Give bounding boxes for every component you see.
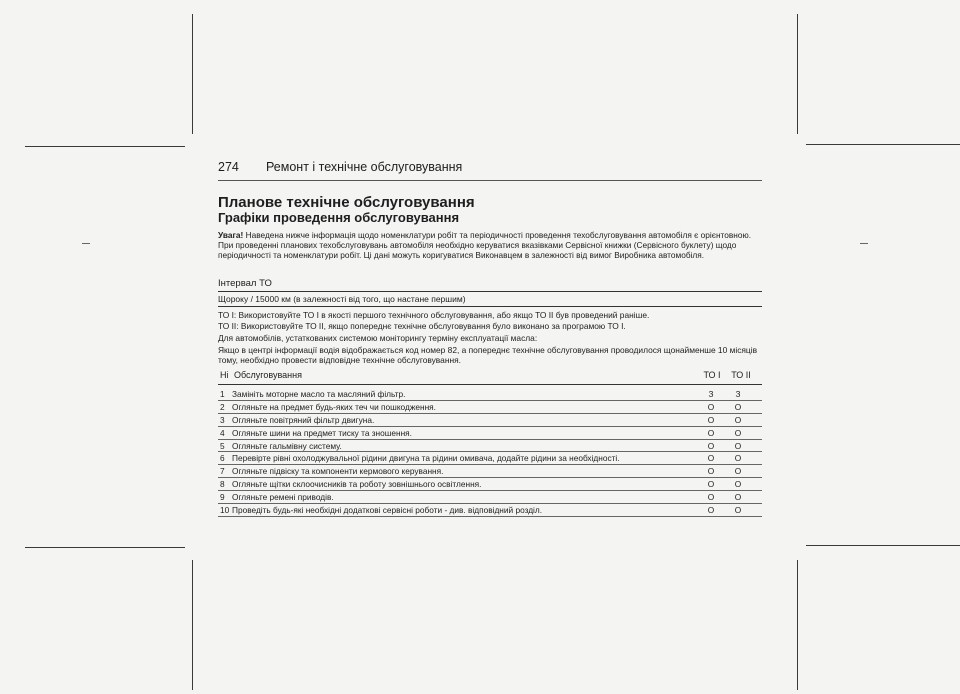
- row-number: 5: [220, 440, 225, 451]
- crop-mark-left-vertical-bottom: [192, 560, 193, 690]
- row-number: 6: [220, 453, 225, 464]
- row-task: Огляньте ремені приводів.: [232, 492, 334, 503]
- row-to1: О: [707, 505, 715, 516]
- row-task: Огляньте повітряний фільтр двигуна.: [232, 414, 375, 425]
- section-title: Ремонт і технічне обслуговування: [266, 160, 463, 174]
- row-to2: О: [734, 492, 742, 503]
- row-to2: З: [735, 389, 741, 399]
- row-to1: О: [707, 453, 715, 464]
- row-number: 2: [220, 401, 225, 412]
- interval-heading: Інтервал ТО: [218, 278, 762, 292]
- row-task: Огляньте щітки склоочисників та роботу зовнішнього освітлення.: [232, 479, 482, 490]
- row-to1: О: [707, 466, 715, 477]
- row-to1: О: [707, 414, 715, 425]
- running-head: [218, 160, 462, 174]
- row-to1: О: [707, 401, 715, 412]
- page-number: 274: [218, 160, 239, 174]
- table-row: [218, 440, 762, 453]
- row-to1: О: [707, 479, 715, 490]
- row-to2: О: [734, 505, 742, 516]
- table-header: [218, 368, 762, 385]
- row-number: 10: [220, 505, 230, 516]
- page-subtitle: Графіки проведення обслуговування: [218, 210, 460, 225]
- header-task: Обслуговування: [234, 370, 302, 380]
- paragraph-code-82: Якщо в центрі інформації водія відображається код номер 82, а попереднє технічне обслуговування проводилося щонайменше 10 місяців тому, необхідно провести відповідне технічне обслуговування.: [218, 345, 758, 365]
- header-rule: [218, 180, 762, 181]
- table-row: [218, 504, 762, 517]
- paragraph-oil-monitoring: Для автомобілів, устаткованих системою моніторингу терміну експлуатації масла:: [218, 333, 538, 343]
- row-task: Огляньте гальмівну систему.: [232, 440, 342, 451]
- table-row: [218, 452, 762, 465]
- table-row: [218, 388, 762, 401]
- table-row: [218, 491, 762, 504]
- registration-mark-right: [860, 243, 868, 244]
- warning-label: Увага!: [218, 230, 244, 240]
- warning-note: [218, 230, 762, 260]
- row-to1: О: [707, 427, 715, 438]
- table-row: [218, 465, 762, 478]
- header-to2: ТО II: [731, 370, 751, 380]
- row-to2: О: [734, 479, 742, 490]
- table-row: [218, 427, 762, 440]
- table-body: [218, 388, 762, 517]
- row-number: 7: [220, 466, 225, 477]
- row-number: 3: [220, 414, 225, 425]
- crop-mark-left-horizontal-top: [25, 146, 185, 147]
- header-to1: ТО I: [703, 370, 721, 380]
- interval-value: Щороку / 15000 км (в залежності від того, що настане першим): [218, 293, 762, 307]
- row-task: Проведіть будь-які необхідні додаткові сервісні роботи - див. відповідний розділ.: [232, 505, 543, 516]
- row-to1: З: [708, 389, 714, 399]
- table-row: [218, 414, 762, 427]
- page-title: Планове технічне обслуговування: [218, 194, 475, 211]
- crop-mark-right-horizontal-top: [806, 144, 960, 145]
- row-task: Огляньте підвіску та компоненти кермового керування.: [232, 466, 444, 477]
- paragraph-to1: ТО I: Використовуйте ТО I в якості першого технічного обслуговування, або якщо ТО II був проведений раніше.: [218, 310, 650, 320]
- row-to2: О: [734, 453, 742, 464]
- row-number: 1: [220, 389, 225, 399]
- row-task: Перевірте рівні охолоджувальної рідини двигуна та рідини омивача, додайте рідини за необхідності.: [232, 453, 620, 464]
- row-number: 9: [220, 492, 225, 503]
- row-to2: О: [734, 401, 742, 412]
- row-to1: О: [707, 492, 715, 503]
- paragraph-to2: ТО II: Використовуйте ТО II, якщо попереднє технічне обслуговування було виконано за програмою ТО I.: [218, 321, 626, 331]
- warning-text: Наведена нижче інформація щодо номенклатури робіт та періодичності проведення техобслуговування автомобіля є орієнтовною. При проведенні планових техобслуговувань автомобіля необхідно керуватися вказівками Сервісної книжки (Сервісного буклету) щодо періодичності та номенклатури робіт. Ці дані можуть коригуватися Виконавцем в залежності від вимог Виробника автомобіля.: [218, 230, 751, 260]
- row-number: 8: [220, 479, 225, 490]
- row-task: Огляньте на предмет будь-яких теч чи пошкодження.: [232, 401, 436, 412]
- crop-mark-left-vertical-top: [192, 14, 193, 134]
- row-task: Огляньте шини на предмет тиску та зношення.: [232, 427, 412, 438]
- row-number: 4: [220, 427, 225, 438]
- row-to2: О: [734, 466, 742, 477]
- row-task: Замініть моторне масло та масляний фільтр.: [232, 389, 406, 399]
- row-to2: О: [734, 440, 742, 451]
- crop-mark-right-vertical-bottom: [797, 560, 798, 690]
- crop-mark-right-horizontal-bottom: [806, 545, 960, 546]
- header-num: Ні: [220, 370, 229, 380]
- registration-mark-left: [82, 243, 90, 244]
- crop-mark-right-vertical-top: [797, 14, 798, 134]
- row-to2: О: [734, 427, 742, 438]
- row-to1: О: [707, 440, 715, 451]
- table-row: [218, 401, 762, 414]
- table-row: [218, 478, 762, 491]
- maintenance-table: [218, 368, 762, 517]
- row-to2: О: [734, 414, 742, 425]
- crop-mark-left-horizontal-bottom: [25, 547, 185, 548]
